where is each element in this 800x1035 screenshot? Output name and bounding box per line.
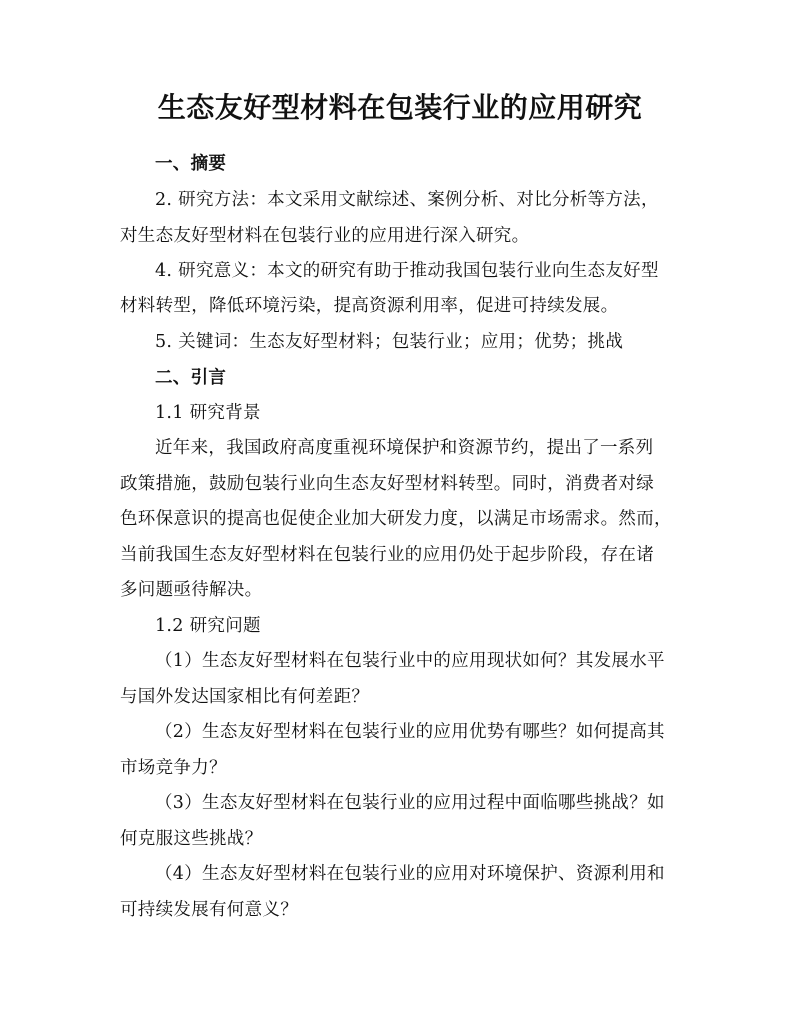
question-3-line1: （3）生态友好型材料在包装行业的应用过程中面临哪些挑战？如 [155,793,665,813]
background-line-1: 近年来，我国政府高度重视环境保护和资源节约，提出了一系列 [155,438,654,458]
abstract-methods-line2: 对生态友好型材料在包装行业的应用进行深入研究。 [120,226,530,246]
background-line-4: 当前我国生态友好型材料在包装行业的应用仍处于起步阶段，存在诸 [120,545,654,565]
question-1-line1: （1）生态友好型材料在包装行业中的应用现状如何？其发展水平 [155,651,665,671]
background-line-3: 色环保意识的提高也促使企业加大研发力度，以满足市场需求。然而， [120,509,672,529]
subsection-heading-questions: 1.2 研究问题 [155,616,261,636]
section-heading-introduction: 二、引言 [155,368,227,388]
background-line-5: 多问题亟待解决。 [120,580,263,600]
question-2-line1: （2）生态友好型材料在包装行业的应用优势有哪些？如何提高其 [155,722,665,742]
question-3-line2: 何克服这些挑战？ [120,829,263,849]
question-4-line1: （4）生态友好型材料在包装行业的应用对环境保护、资源利用和 [155,864,665,884]
document-title: 生态友好型材料在包装行业的应用研究 [157,91,643,124]
question-1-line2: 与国外发达国家相比有何差距？ [120,687,370,707]
question-4-line2: 可持续发展有何意义？ [120,900,298,920]
abstract-significance-line2: 材料转型，降低环境污染，提高资源利用率，促进可持续发展。 [120,296,619,316]
abstract-methods-line1: 2. 研究方法：本文采用文献综述、案例分析、对比分析等方法， [155,190,659,210]
question-2-line2: 市场竞争力？ [120,758,227,778]
subsection-heading-background: 1.1 研究背景 [155,403,261,423]
section-heading-abstract: 一、摘要 [155,154,227,174]
abstract-keywords: 5. 关键词：生态友好型材料；包装行业；应用；优势；挑战 [155,332,624,352]
abstract-significance-line1: 4. 研究意义：本文的研究有助于推动我国包装行业向生态友好型 [155,261,659,281]
background-line-2: 政策措施，鼓励包装行业向生态友好型材料转型。同时，消费者对绿 [120,474,654,494]
